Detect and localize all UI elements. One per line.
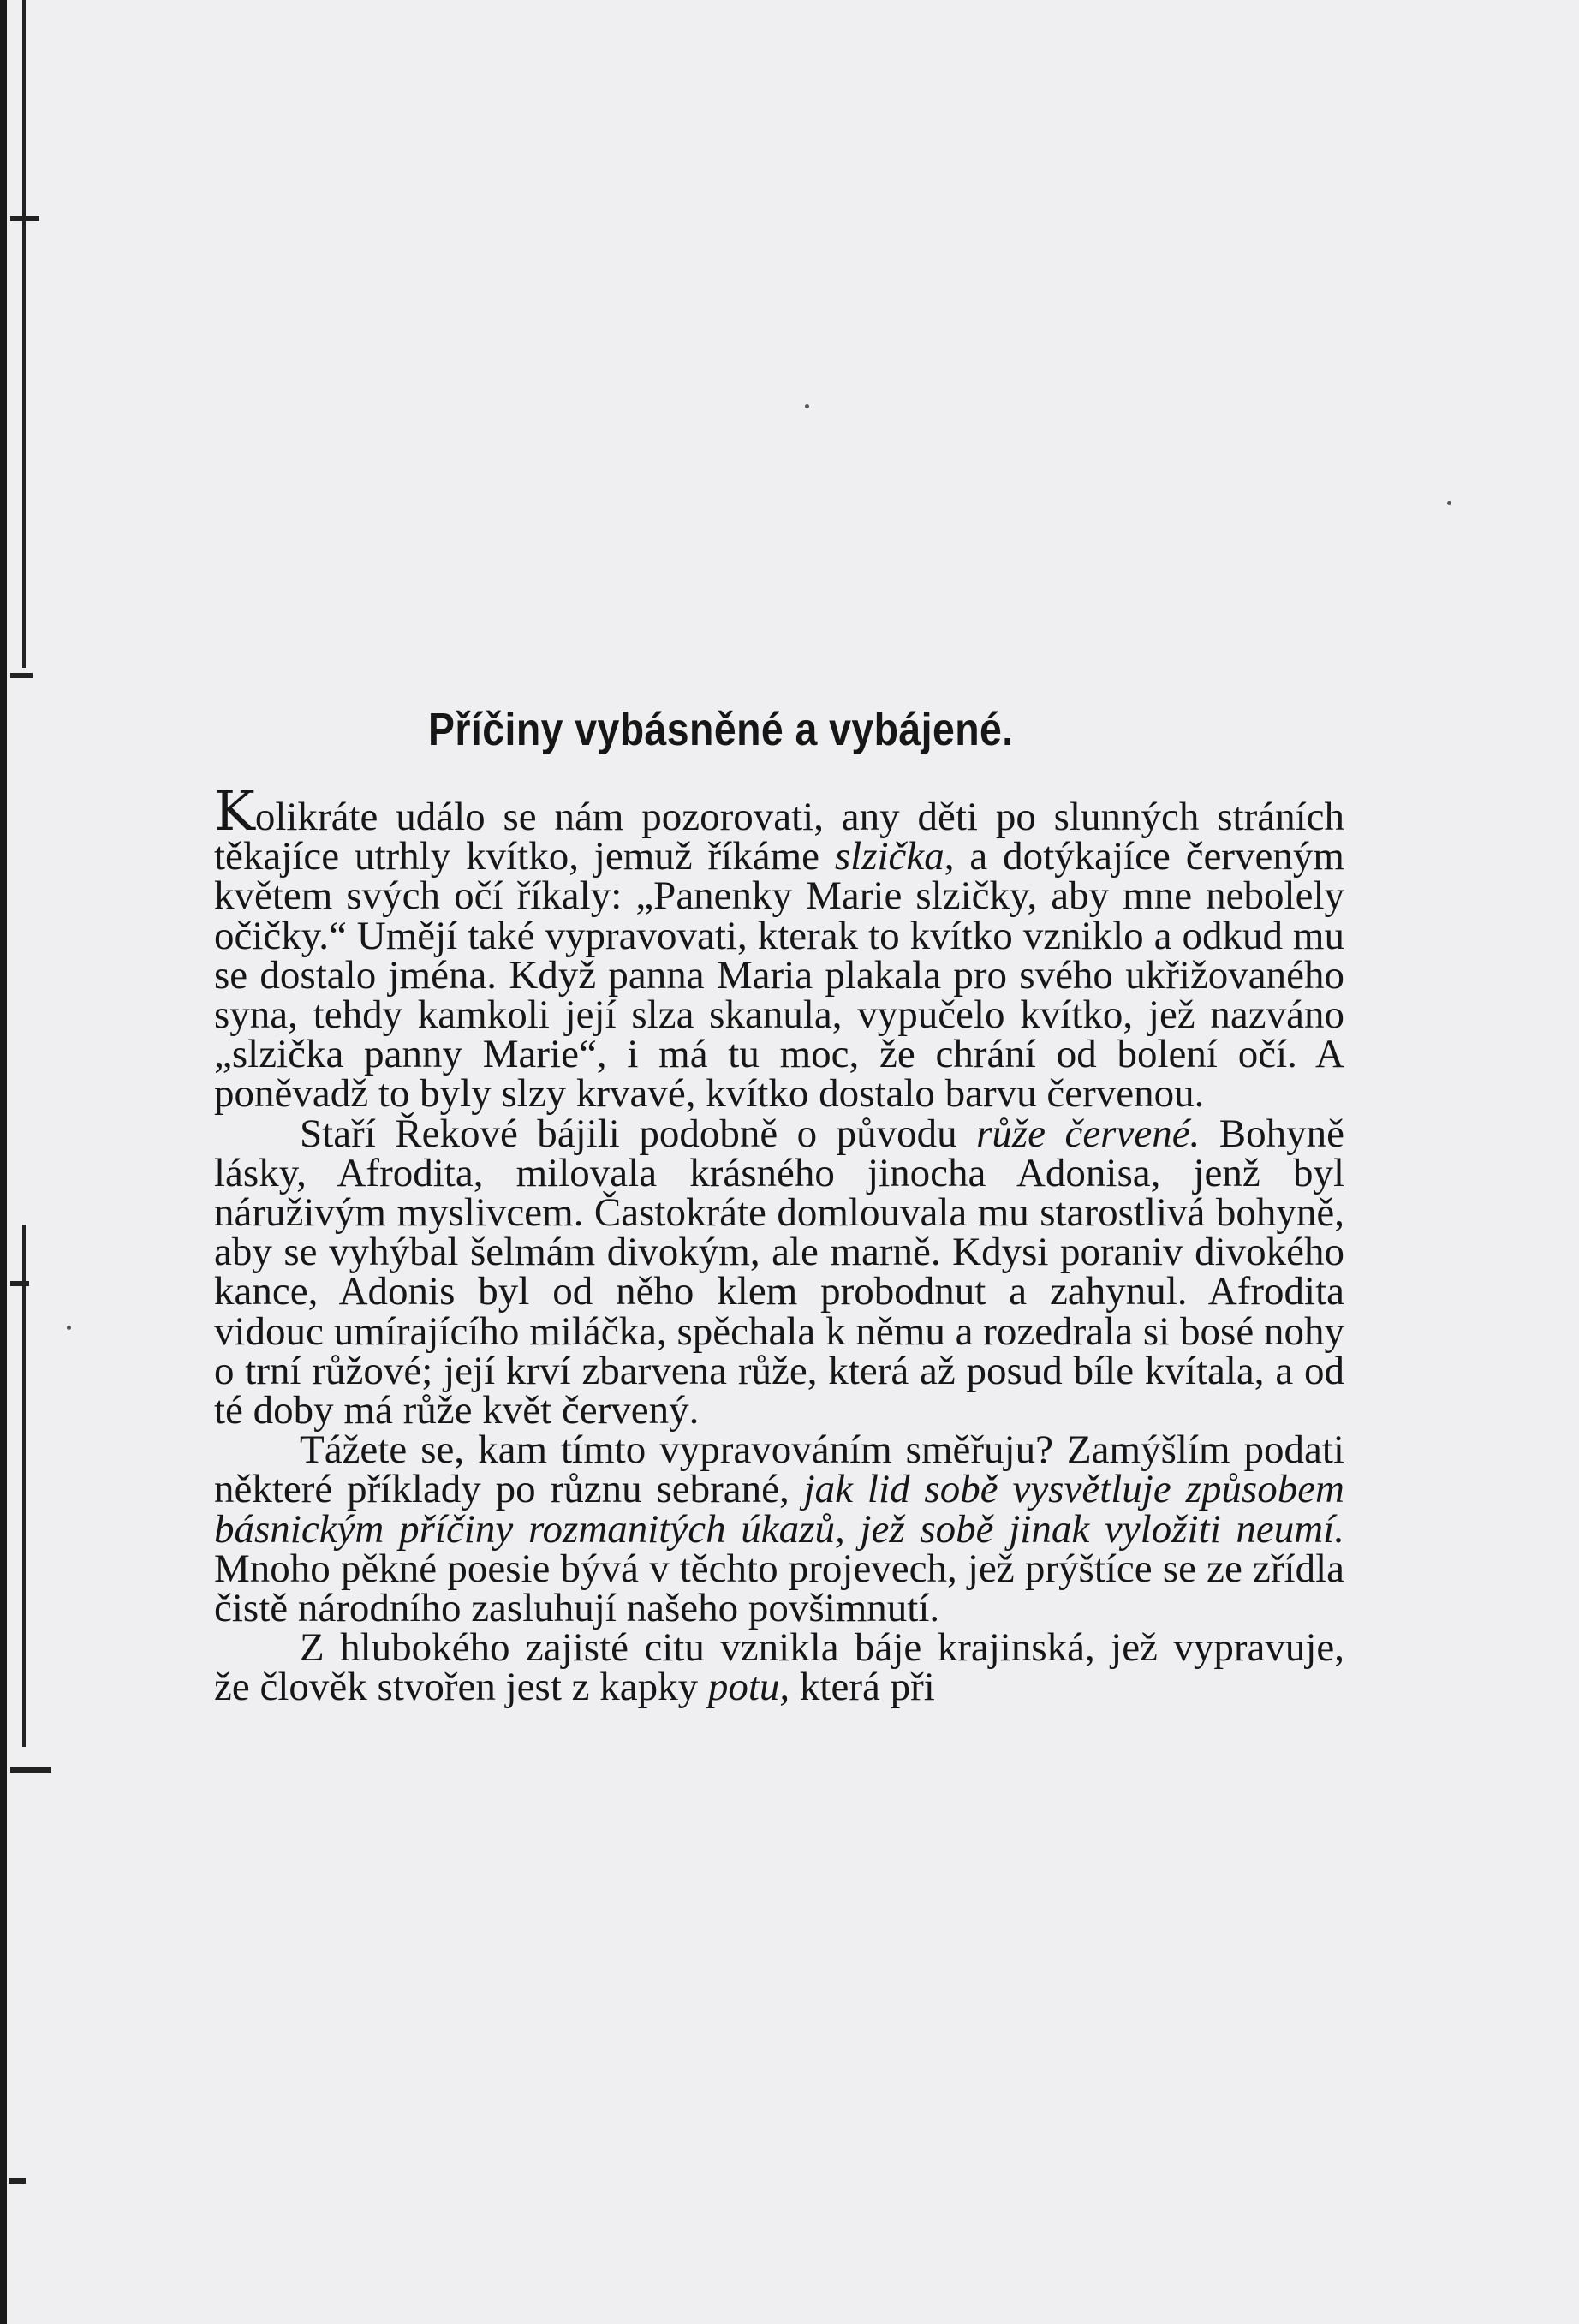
margin-mark [10,1767,51,1773]
margin-mark [10,673,33,678]
paper-speck [805,404,809,408]
margin-rule [22,0,26,668]
paragraph-text: Tážete se, kam tímto vypravováním směřuju? Zamýšlím podati některé příklady po různu sebrané, [214,1427,1344,1512]
margin-rule [22,1225,26,1747]
margin-mark [10,1281,29,1286]
italic-term: potu, [707,1665,790,1710]
margin-mark [10,216,39,221]
book-spine-edge [0,0,7,2324]
paragraph-1 [214,780,1344,1117]
margin-mark [9,2178,26,2184]
paragraph-text: Mnoho pěkné poesie bývá v těchto projevech, jež prýštíce se ze zřídla čistě národního zasluhují našeho povšimnutí. [214,1546,1344,1631]
italic-term: slzička [834,834,944,879]
paper-speck [67,1326,71,1330]
page-title: Příčiny vybásněné a vybájené. [428,704,1014,756]
drop-cap: K [214,780,255,843]
paragraph-text: Z hlubokého zajisté citu vznikla báje krajinská, jež vypravuje, že člověk stvořen jest z kapky [214,1625,1344,1710]
paragraph-text: Bohyně lásky, Afrodita, milovala krásného jinocha Adonisa, jenž byl náruživým myslivcem. Častokráte domlouvala mu starostlivá bohyně, aby se vyhýbal šelmám divokým, ale marně. Kdysi poraniv divokého kance, Adonis byl od něho klem probodnut a zahynul. Afrodita vidouc umírajícího miláčka, spěchala k němu a rozedrala si bosé nohy o trní růžové; její krví zbarvena růže, která až posud bíle kvítala, a od té doby má růže květ červený. [214,1111,1344,1433]
paragraph-4 [214,1625,1344,1710]
paragraph-text: , a dotýkajíce červeným květem svých očí říkaly: „Panenky Marie slzičky, aby mne nebolely očičky.“ Umějí také vypravovati, kterak to kvítko vzniklo a odkud mu se dostalo jména. Když panna Maria plakala pro svého ukřižovaného syna, tehdy kamkoli její slza skanula, vypučelo kvítko, jež nazváno „slzička panny Marie“, i má tu moc, že chrání od bolení očí. A poněvadž to byly slzy krvavé, kvítko dostalo barvu červenou. [214,834,1344,1117]
paragraph-text: olikráte událo se nám pozorovati, any děti po slunných stráních těkajíce utrhly kvítko, jemuž říkáme [214,795,1344,879]
italic-phrase: jak lid sobě vysvětluje způsobem básnickým příčiny rozmanitých úkazů, jež sobě jinak vyložiti neumí. [214,1467,1344,1552]
paper-speck [1447,501,1451,505]
body-text [214,780,1344,1710]
italic-term: růže červené. [976,1111,1201,1156]
paragraph-text: která při [790,1665,935,1710]
paragraph-text: Staří Řekové bájili podobně o původu [300,1111,977,1156]
paragraph-2 [214,1111,1344,1433]
paragraph-3 [214,1427,1344,1631]
